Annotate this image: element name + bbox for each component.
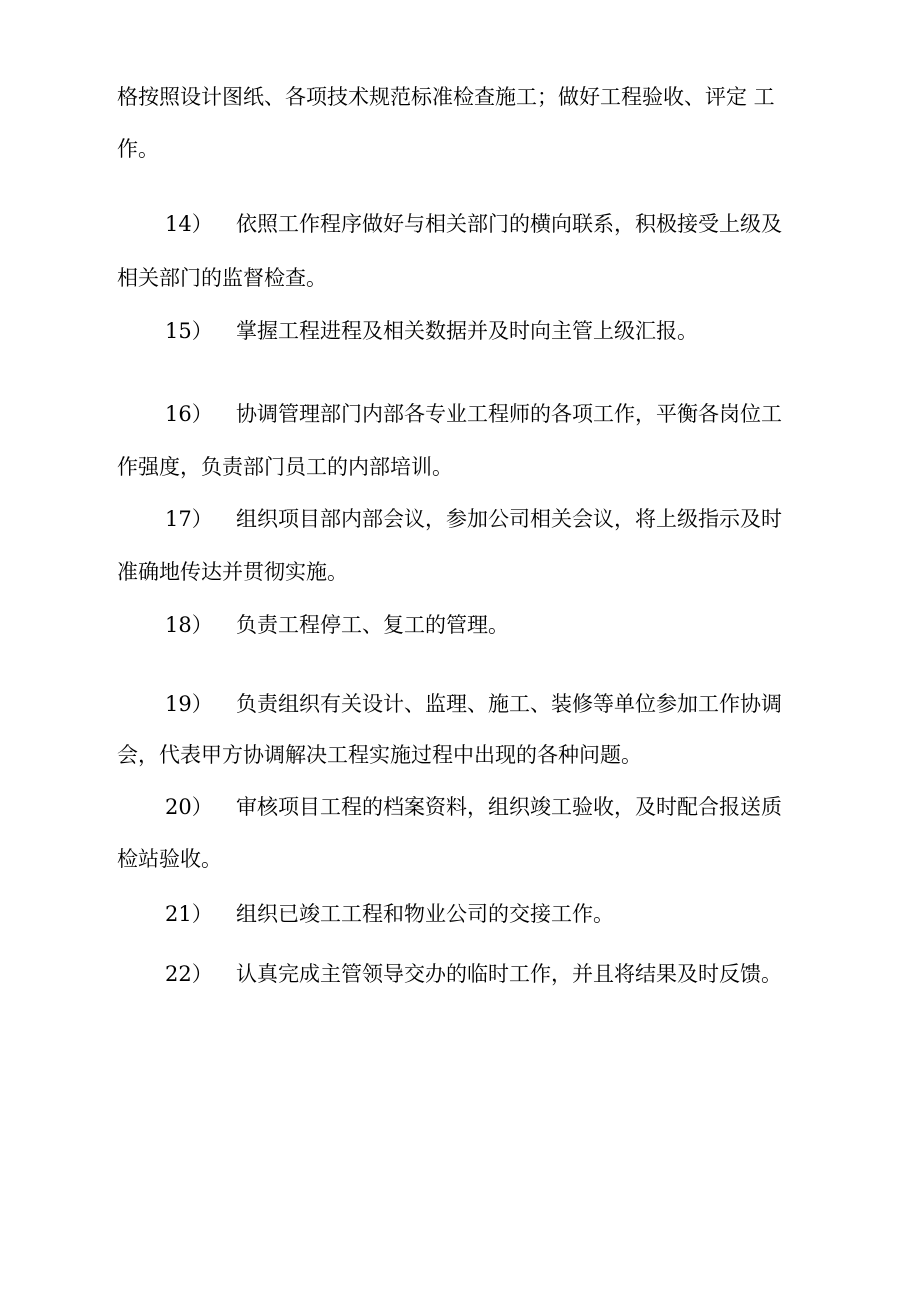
item-number: 22）: [165, 962, 213, 986]
item-text-line-1: 依照工作程序做好与相关部门的横向联系，积极接受上级及: [236, 212, 782, 236]
item-number: 19）: [165, 692, 213, 716]
item-text-line-2: 作强度，负责部门员工的内部培训。: [117, 455, 453, 479]
item-number: 15）: [165, 319, 213, 343]
item-text-line-1: 组织已竣工工程和物业公司的交接工作。: [236, 902, 614, 926]
item-text-line-2: 准确地传达并贯彻实施。: [117, 560, 348, 584]
item-number: 14）: [165, 212, 213, 236]
item-text-line-1: 负责工程停工、复工的管理。: [236, 613, 509, 637]
item-text-line-1: 组织项目部内部会议，参加公司相关会议，将上级指示及时: [236, 507, 782, 531]
item-text-line-1: 掌握工程进程及相关数据并及时向主管上级汇报。: [236, 319, 698, 343]
intro-line-1: 格按照设计图纸、各项技术规范标准检查施工；做好工程验收、评定 工: [117, 85, 775, 109]
item-text-line-1: 负责组织有关设计、监理、施工、装修等单位参加工作协调: [236, 692, 782, 716]
item-number: 18）: [165, 613, 213, 637]
item-number: 16）: [165, 402, 213, 426]
item-text-line-2: 相关部门的监督检查。: [117, 266, 327, 290]
item-number: 21）: [165, 902, 213, 926]
intro-line-2: 作。: [117, 137, 159, 161]
item-text-line-2: 会，代表甲方协调解决工程实施过程中出现的各种问题。: [117, 743, 642, 767]
item-text-line-2: 检站验收。: [117, 847, 222, 871]
item-text-line-1: 协调管理部门内部各专业工程师的各项工作，平衡各岗位工: [236, 402, 782, 426]
item-number: 20）: [165, 795, 213, 819]
item-number: 17）: [165, 507, 213, 531]
item-text-line-1: 认真完成主管领导交办的临时工作，并且将结果及时反馈。: [236, 962, 782, 986]
item-text-line-1: 审核项目工程的档案资料，组织竣工验收，及时配合报送质: [236, 795, 782, 819]
